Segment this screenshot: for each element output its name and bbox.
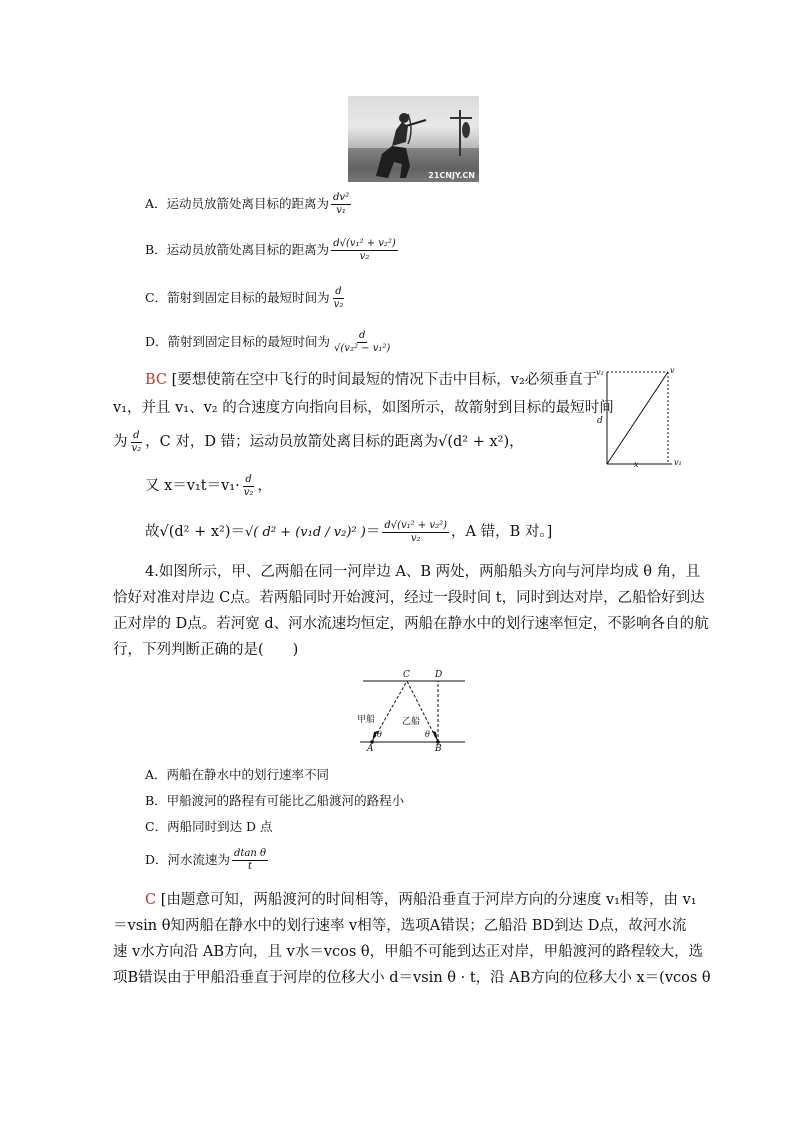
q4-line4: 行，下列判断正确的是( ) — [113, 642, 299, 658]
q4-option-c: C．两船同时到达 D 点 — [145, 819, 273, 834]
q4-option-a: A．两船在静水中的划行速率不同 — [145, 767, 330, 782]
theta-b-label: θ — [425, 730, 430, 739]
archer-silhouette — [348, 96, 479, 182]
q4-solution-line1: C [由题意可知，两船渡河的时间相等，两船沿垂直于河岸方向的分速度 v₁相等，由 v₁ — [145, 892, 697, 908]
q3-option-c: C．箭射到固定目标的最短时间为 $\frac{d}{\text{v₂}}$ — [145, 286, 344, 310]
q4-solution-line4: 项B错误由于甲船沿垂直于河岸的位移大小 d＝vsin θ · t，沿 AB方向的位移大小 x＝(vcos θ — [113, 970, 711, 986]
label-v2: v₂ — [596, 368, 604, 377]
q4-line1: 4.如图所示，甲、乙两船在同一河岸边 A、B 两处，两船船头方向与河岸均成 θ 角，且 — [145, 564, 701, 580]
q4-solution-line3: 速 v水方向沿 AB方向，且 v水＝vcos θ，甲船不可能到达正对岸，甲船渡河的路程较大，选 — [113, 944, 704, 960]
q4-solution-line2: ＝vsin θ知两船在静水中的划行速率 v相等，选项A错误；乙船沿 BD到达 D点，故河水流 — [113, 918, 687, 934]
velocity-diagram — [596, 366, 688, 472]
q3-solution-line4: 又 x＝v₁t＝v₁· $\frac{d}{\text{v₂}}$ ， — [145, 473, 272, 498]
q4-option-d: D．河水流速为 $\frac{\text{dtan θ}}{t}$ — [145, 848, 267, 872]
photo-watermark: 21CNJY.CN — [428, 171, 475, 180]
q3-option-a: A．运动员放箭处离目标的距离为 $\frac{\text{dv²}}{\text{v₁}}$ — [145, 192, 350, 216]
point-b-label: B — [435, 744, 442, 754]
q3-option-b: B．运动员放箭处离目标的距离为 $\frac{\text{d√(v₁² + v₂²)}}{\text{v₂}}$ — [145, 238, 396, 262]
archer-photo — [348, 96, 479, 182]
q4-line3: 正对岸的 D点。若河宽 d、河水流速均恒定，两船在静水中的划行速率恒定，不影响各自的航 — [113, 616, 709, 632]
answer-badge: BC — [145, 372, 168, 388]
q3-solution-line1: BC [要想使箭在空中飞行的时间最短的情况下击中目标，v₂必须垂直于 — [145, 372, 598, 388]
ship-a-label: 甲船 — [357, 715, 376, 725]
q4-line2: 恰好对准对岸边 C点。若两船同时开始渡河，经过一段时间 t，同时到达对岸，乙船恰好到达 — [113, 590, 705, 606]
label-v: v — [670, 366, 675, 375]
point-d-label: D — [435, 670, 443, 680]
q4-option-b: B．甲船渡河的路程有可能比乙船渡河的路程小 — [145, 793, 405, 808]
q3-solution-line5: 故√(d² + x²)＝√( d² + (v₁d / v₂)² )＝ $\frac{\text{d√(v₁² + v₂²)}}{\text{v₂}}$ ，A 错，B 对。] — [145, 519, 553, 544]
q3-solution-line3: 为 $\frac{d}{\text{v₂}}$ ，C 对，D 错；运动员放箭处离目标的距离为√(d² + x²)， — [113, 429, 524, 454]
q3-option-d: D．箭射到固定目标的最短时间为 $\frac{d}{\text{√(v₂² − v₁²)}}$ — [145, 330, 391, 354]
answer-badge: C — [145, 892, 157, 908]
label-v1: v₁ — [674, 458, 682, 467]
ship-b-label: 乙船 — [402, 717, 421, 727]
theta-a-label: θ — [377, 730, 382, 739]
point-a-label: A — [367, 744, 374, 754]
label-d: d — [597, 416, 603, 426]
point-c-label: C — [403, 670, 410, 680]
q3-solution-line2: v₁，并且 v₁、v₂ 的合速度方向指向目标，如图所示，故箭射到目标的最短时间 — [113, 400, 614, 416]
river-diagram — [355, 670, 470, 756]
label-x: x — [634, 460, 639, 469]
